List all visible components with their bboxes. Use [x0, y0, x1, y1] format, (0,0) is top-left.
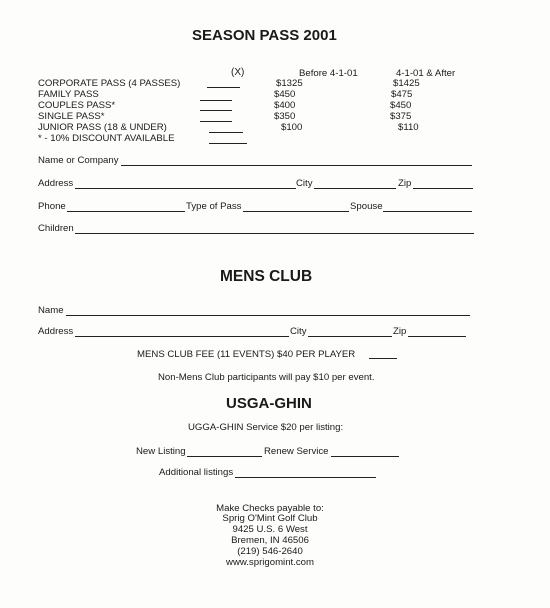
- column-header-after: 4-1-01 & After: [396, 68, 456, 79]
- mens-city-field[interactable]: [308, 336, 392, 337]
- price-after-couples: $450: [390, 100, 412, 111]
- address-label: Address: [38, 178, 74, 189]
- season-pass-title: SEASON PASS 2001: [192, 27, 337, 44]
- column-header-before: Before 4-1-01: [299, 68, 358, 79]
- zip-label: Zip: [398, 178, 412, 189]
- phone-field[interactable]: [67, 211, 185, 212]
- type-of-pass-field[interactable]: [243, 211, 349, 212]
- name-company-label: Name or Company: [38, 155, 119, 166]
- column-header-x: (X): [231, 67, 245, 78]
- mens-zip-field[interactable]: [408, 336, 466, 337]
- renew-service-label: Renew Service: [264, 446, 329, 457]
- children-label: Children: [38, 223, 74, 234]
- mens-zip-label: Zip: [393, 326, 407, 337]
- children-field[interactable]: [75, 233, 474, 234]
- pass-label-couples: COUPLES PASS*: [38, 100, 116, 111]
- zip-field[interactable]: [413, 188, 473, 189]
- mens-club-fee-field[interactable]: [369, 358, 397, 359]
- price-after-corporate: $1425: [393, 78, 420, 89]
- price-after-family: $475: [391, 89, 413, 100]
- pass-select-junior[interactable]: [209, 132, 243, 133]
- footer-line-phone: (219) 546-2640: [237, 546, 303, 557]
- price-before-couples: $400: [274, 100, 296, 111]
- pass-select-discount[interactable]: [209, 143, 247, 144]
- price-before-junior: $100: [281, 122, 303, 133]
- phone-label: Phone: [38, 201, 66, 212]
- mens-address-label: Address: [38, 326, 74, 337]
- footer-line-website[interactable]: www.sprigomint.com: [226, 557, 314, 568]
- mens-name-field[interactable]: [66, 315, 470, 316]
- discount-note: * - 10% DISCOUNT AVAILABLE: [38, 133, 175, 144]
- non-mens-club-note: Non-Mens Club participants will pay $10 per event.: [158, 372, 375, 383]
- new-listing-label: New Listing: [136, 446, 186, 457]
- new-listing-field[interactable]: [187, 456, 262, 457]
- additional-listings-field[interactable]: [235, 477, 376, 478]
- address-field[interactable]: [75, 188, 296, 189]
- price-after-single: $375: [390, 111, 412, 122]
- pass-label-family: FAMILY PASS: [38, 89, 99, 100]
- price-after-junior: $110: [398, 122, 419, 133]
- name-company-field[interactable]: [121, 165, 472, 166]
- additional-listings-label: Additional listings: [159, 467, 234, 478]
- pass-select-single[interactable]: [200, 121, 232, 122]
- mens-club-title: MENS CLUB: [220, 268, 313, 285]
- pass-select-corporate[interactable]: [207, 87, 240, 88]
- footer-line-club: Sprig O'Mint Golf Club: [222, 513, 318, 524]
- mens-name-label: Name: [38, 305, 64, 316]
- usga-service-text: UGGA-GHIN Service $20 per listing:: [188, 422, 344, 433]
- footer-line-checks: Make Checks payable to:: [216, 503, 324, 514]
- pass-label-single: SINGLE PASS*: [38, 111, 105, 122]
- city-label: City: [296, 178, 313, 189]
- pass-label-junior: JUNIOR PASS (18 & UNDER): [38, 122, 167, 133]
- footer-line-city: Bremen, IN 46506: [231, 535, 309, 546]
- pass-select-couples[interactable]: [200, 110, 232, 111]
- mens-club-fee: MENS CLUB FEE (11 EVENTS) $40 PER PLAYER: [137, 349, 356, 360]
- renew-service-field[interactable]: [331, 456, 399, 457]
- price-before-single: $350: [274, 111, 296, 122]
- pass-select-family[interactable]: [200, 100, 232, 101]
- footer-line-street: 9425 U.S. 6 West: [232, 524, 308, 535]
- type-of-pass-label: Type of Pass: [186, 201, 242, 212]
- pass-label-corporate: CORPORATE PASS (4 PASSES): [38, 78, 181, 89]
- spouse-label: Spouse: [350, 201, 383, 212]
- price-before-corporate: $1325: [276, 78, 303, 89]
- city-field[interactable]: [314, 188, 396, 189]
- spouse-field[interactable]: [383, 211, 472, 212]
- price-before-family: $450: [274, 89, 296, 100]
- mens-address-field[interactable]: [75, 336, 289, 337]
- usga-ghin-title: USGA-GHIN: [226, 395, 312, 412]
- mens-city-label: City: [290, 326, 307, 337]
